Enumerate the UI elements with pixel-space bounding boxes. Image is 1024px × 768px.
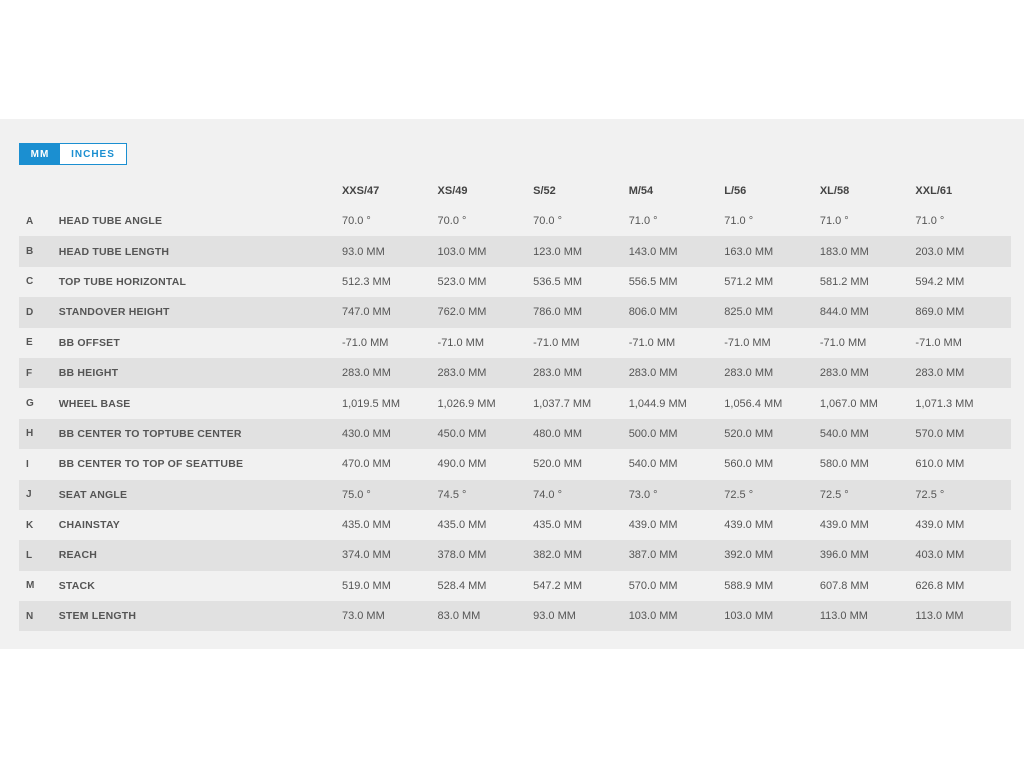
size-header-l: L/56 bbox=[724, 184, 747, 197]
row-value-cell: -71.0 MM bbox=[437, 336, 484, 349]
row-letter: L bbox=[26, 549, 33, 561]
row-value-cell: 1,067.0 MM bbox=[819, 397, 878, 410]
table-row bbox=[19, 328, 1011, 358]
table-row bbox=[19, 419, 1011, 449]
row-measurement-name: HEAD TUBE ANGLE bbox=[58, 215, 163, 228]
row-value-cell: 571.2 MM bbox=[724, 275, 774, 288]
row-value-cell: 450.0 MM bbox=[437, 427, 487, 440]
geometry-table bbox=[19, 175, 1011, 631]
row-value-cell: 71.0 ° bbox=[915, 215, 945, 228]
row-value-cell: 570.0 MM bbox=[628, 579, 678, 592]
row-value-cell: 70.0 ° bbox=[437, 215, 467, 228]
row-value-cell: 396.0 MM bbox=[819, 549, 869, 562]
table-row bbox=[19, 206, 1011, 236]
size-header-xs: XS/49 bbox=[437, 184, 468, 197]
row-value-cell: 610.0 MM bbox=[915, 458, 965, 471]
row-value-cell: 71.0 ° bbox=[819, 215, 849, 228]
size-header-xxs: XXS/47 bbox=[341, 184, 380, 197]
row-measurement-name: STANDOVER HEIGHT bbox=[58, 306, 170, 319]
row-value-cell: -71.0 MM bbox=[341, 336, 389, 349]
row-value-cell: 73.0 ° bbox=[628, 488, 658, 501]
row-value-cell: 70.0 ° bbox=[341, 215, 371, 228]
row-measurement-name: WHEEL BASE bbox=[58, 397, 131, 410]
unit-mm-button[interactable]: MM bbox=[20, 144, 60, 164]
row-value-cell: 93.0 MM bbox=[341, 245, 385, 258]
row-value-cell: 283.0 MM bbox=[915, 367, 965, 380]
row-value-cell: 103.0 MM bbox=[628, 610, 678, 623]
row-value-cell: 283.0 MM bbox=[724, 367, 774, 380]
row-value-cell: 74.5 ° bbox=[437, 488, 467, 501]
row-value-cell: 1,044.9 MM bbox=[628, 397, 687, 410]
row-value-cell: 523.0 MM bbox=[437, 275, 487, 288]
row-letter: J bbox=[26, 489, 32, 501]
row-value-cell: 512.3 MM bbox=[341, 275, 391, 288]
row-value-cell: 72.5 ° bbox=[915, 488, 945, 501]
row-value-cell: 283.0 MM bbox=[437, 367, 487, 380]
row-value-cell: 283.0 MM bbox=[533, 367, 583, 380]
row-value-cell: 435.0 MM bbox=[341, 519, 391, 532]
row-value-cell: 203.0 MM bbox=[915, 245, 965, 258]
row-value-cell: 490.0 MM bbox=[437, 458, 487, 471]
row-value-cell: 520.0 MM bbox=[533, 458, 583, 471]
row-value-cell: 71.0 ° bbox=[724, 215, 754, 228]
row-value-cell: 103.0 MM bbox=[724, 610, 774, 623]
table-row bbox=[19, 510, 1011, 540]
row-letter: I bbox=[26, 458, 29, 470]
row-value-cell: 392.0 MM bbox=[724, 549, 774, 562]
row-value-cell: 74.0 ° bbox=[533, 488, 562, 501]
row-value-cell: 806.0 MM bbox=[628, 306, 678, 319]
row-value-cell: 71.0 ° bbox=[628, 215, 658, 228]
row-value-cell: 183.0 MM bbox=[819, 245, 869, 258]
row-value-cell: 786.0 MM bbox=[533, 306, 583, 319]
row-value-cell: 435.0 MM bbox=[437, 519, 487, 532]
row-value-cell: -71.0 MM bbox=[628, 336, 676, 349]
row-measurement-name: BB CENTER TO TOPTUBE CENTER bbox=[58, 427, 242, 440]
row-measurement-name: BB CENTER TO TOP OF SEATTUBE bbox=[58, 458, 244, 471]
row-value-cell: 387.0 MM bbox=[628, 549, 678, 562]
table-body bbox=[19, 206, 1011, 631]
row-value-cell: 430.0 MM bbox=[341, 427, 391, 440]
row-value-cell: 556.5 MM bbox=[628, 275, 678, 288]
row-measurement-name: REACH bbox=[58, 549, 98, 562]
row-value-cell: 283.0 MM bbox=[628, 367, 678, 380]
row-letter: G bbox=[26, 398, 34, 410]
row-value-cell: -71.0 MM bbox=[724, 336, 771, 349]
row-measurement-name: HEAD TUBE LENGTH bbox=[58, 245, 170, 258]
table-row bbox=[19, 388, 1011, 418]
row-value-cell: 1,019.5 MM bbox=[341, 397, 401, 410]
size-header-s: S/52 bbox=[533, 184, 556, 197]
table-row bbox=[19, 449, 1011, 479]
row-value-cell: 378.0 MM bbox=[437, 549, 487, 562]
row-measurement-name: STACK bbox=[58, 579, 96, 592]
row-value-cell: 540.0 MM bbox=[628, 458, 678, 471]
row-value-cell: 93.0 MM bbox=[533, 610, 576, 623]
table-row bbox=[19, 540, 1011, 570]
row-value-cell: 283.0 MM bbox=[819, 367, 869, 380]
row-value-cell: 72.5 ° bbox=[724, 488, 754, 501]
row-value-cell: 844.0 MM bbox=[819, 306, 869, 319]
table-row bbox=[19, 601, 1011, 631]
row-value-cell: 480.0 MM bbox=[533, 427, 583, 440]
row-value-cell: -71.0 MM bbox=[915, 336, 962, 349]
row-value-cell: 536.5 MM bbox=[533, 275, 583, 288]
row-value-cell: 163.0 MM bbox=[724, 245, 774, 258]
row-value-cell: 588.9 MM bbox=[724, 579, 774, 592]
row-value-cell: 123.0 MM bbox=[533, 245, 583, 258]
row-value-cell: 439.0 MM bbox=[819, 519, 869, 532]
row-value-cell: 570.0 MM bbox=[915, 427, 965, 440]
row-value-cell: 560.0 MM bbox=[724, 458, 774, 471]
row-value-cell: 500.0 MM bbox=[628, 427, 678, 440]
row-value-cell: 762.0 MM bbox=[437, 306, 487, 319]
row-value-cell: 869.0 MM bbox=[915, 306, 965, 319]
row-value-cell: 581.2 MM bbox=[819, 275, 869, 288]
row-value-cell: 143.0 MM bbox=[628, 245, 678, 258]
row-value-cell: 470.0 MM bbox=[341, 458, 391, 471]
row-measurement-name: BB OFFSET bbox=[58, 336, 120, 349]
row-value-cell: 435.0 MM bbox=[533, 519, 583, 532]
size-header-xl: XL/58 bbox=[819, 184, 850, 197]
row-value-cell: 439.0 MM bbox=[915, 519, 965, 532]
unit-inches-button[interactable]: INCHES bbox=[60, 144, 126, 164]
row-value-cell: 103.0 MM bbox=[437, 245, 487, 258]
row-value-cell: 594.2 MM bbox=[915, 275, 965, 288]
row-value-cell: 439.0 MM bbox=[724, 519, 774, 532]
row-value-cell: 528.4 MM bbox=[437, 579, 487, 592]
row-value-cell: 70.0 ° bbox=[533, 215, 562, 228]
row-measurement-name: BB HEIGHT bbox=[58, 367, 119, 380]
row-value-cell: 747.0 MM bbox=[341, 306, 391, 319]
row-value-cell: 83.0 MM bbox=[437, 610, 481, 623]
size-header-m: M/54 bbox=[628, 184, 654, 197]
row-measurement-name: TOP TUBE HORIZONTAL bbox=[58, 275, 187, 288]
table-header-row bbox=[19, 175, 1011, 206]
table-row bbox=[19, 571, 1011, 601]
row-letter: H bbox=[26, 428, 34, 440]
table-row bbox=[19, 297, 1011, 327]
row-letter: E bbox=[26, 337, 33, 349]
row-value-cell: 825.0 MM bbox=[724, 306, 774, 319]
row-value-cell: 519.0 MM bbox=[341, 579, 391, 592]
row-value-cell: 75.0 ° bbox=[341, 488, 371, 501]
row-measurement-name: STEM LENGTH bbox=[58, 610, 137, 623]
row-value-cell: 439.0 MM bbox=[628, 519, 678, 532]
table-row bbox=[19, 267, 1011, 297]
row-value-cell: 113.0 MM bbox=[819, 610, 868, 623]
row-value-cell: 73.0 MM bbox=[341, 610, 385, 623]
row-measurement-name: CHAINSTAY bbox=[58, 519, 120, 532]
row-value-cell: 113.0 MM bbox=[915, 610, 964, 623]
row-value-cell: 547.2 MM bbox=[533, 579, 583, 592]
row-measurement-name: SEAT ANGLE bbox=[58, 488, 128, 501]
row-value-cell: 382.0 MM bbox=[533, 549, 583, 562]
row-letter: A bbox=[26, 215, 34, 227]
row-value-cell: 374.0 MM bbox=[341, 549, 391, 562]
table-row bbox=[19, 358, 1011, 388]
row-value-cell: 1,071.3 MM bbox=[915, 397, 974, 410]
row-letter: B bbox=[26, 246, 34, 258]
row-value-cell: 1,056.4 MM bbox=[724, 397, 783, 410]
row-letter: F bbox=[26, 367, 33, 379]
unit-toggle bbox=[19, 143, 127, 165]
row-letter: C bbox=[26, 276, 34, 288]
table-row bbox=[19, 480, 1011, 510]
row-value-cell: 607.8 MM bbox=[819, 579, 869, 592]
row-value-cell: -71.0 MM bbox=[533, 336, 580, 349]
row-value-cell: 1,026.9 MM bbox=[437, 397, 496, 410]
row-value-cell: 520.0 MM bbox=[724, 427, 774, 440]
row-value-cell: 580.0 MM bbox=[819, 458, 869, 471]
row-value-cell: 1,037.7 MM bbox=[533, 397, 592, 410]
row-value-cell: -71.0 MM bbox=[819, 336, 867, 349]
geometry-panel bbox=[0, 119, 1024, 649]
size-header-xxl: XXL/61 bbox=[915, 184, 953, 197]
row-value-cell: 626.8 MM bbox=[915, 579, 965, 592]
row-value-cell: 540.0 MM bbox=[819, 427, 869, 440]
table-row bbox=[19, 236, 1011, 266]
row-letter: K bbox=[26, 519, 34, 531]
row-letter: N bbox=[26, 610, 34, 622]
row-value-cell: 403.0 MM bbox=[915, 549, 965, 562]
row-value-cell: 283.0 MM bbox=[341, 367, 391, 380]
row-value-cell: 72.5 ° bbox=[819, 488, 849, 501]
row-letter: D bbox=[26, 306, 34, 318]
row-letter: M bbox=[26, 580, 35, 592]
